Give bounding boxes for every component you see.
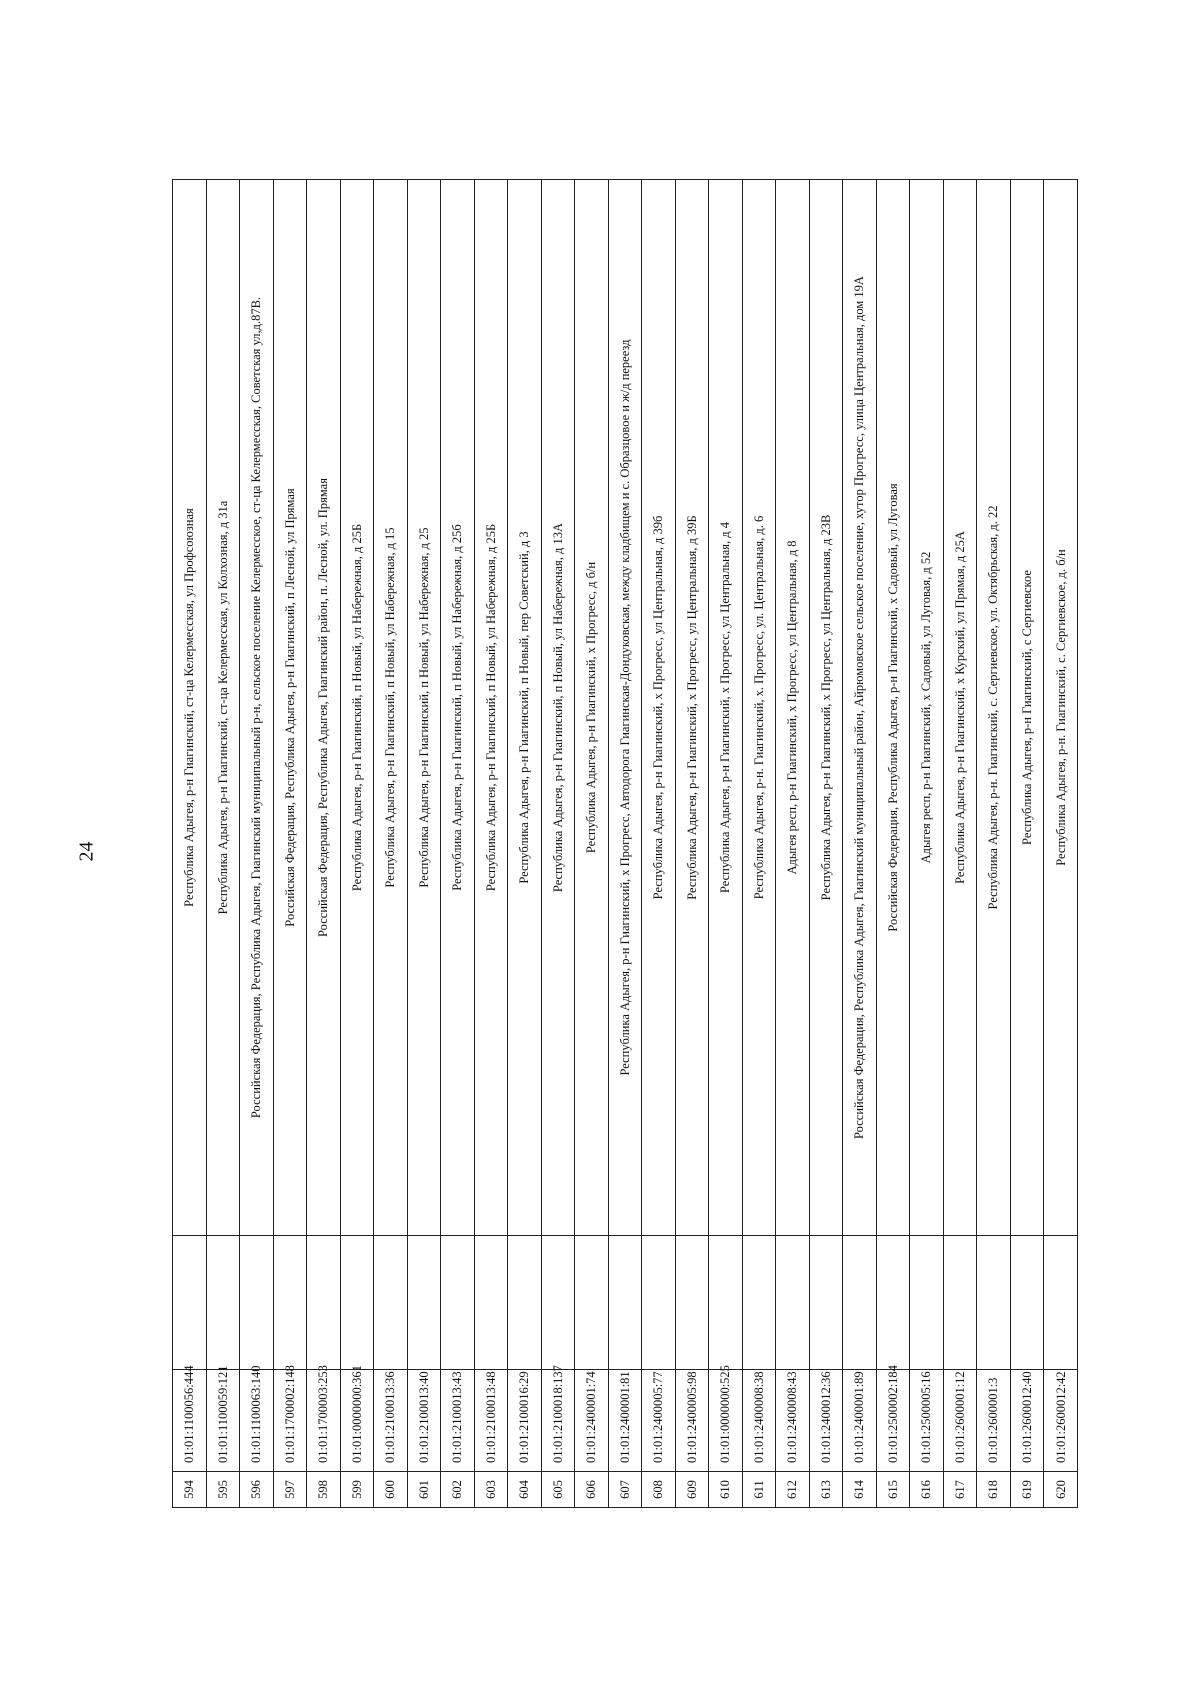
empty-cell [943,1236,977,1370]
table-row [508,180,542,1508]
row-number: 600 [374,1472,408,1508]
table-row [1044,180,1078,1508]
address: Республика Адыгея, р-н Гиагинский, п Новый, ул Набережная, д 25 [407,180,441,1236]
address: Республика Адыгея, р-н Гиагинский, х Прогресс, ул Центральная, д 23В [809,180,843,1236]
table-row [407,180,441,1508]
address: Российская Федерация, Республика Адыгея, Гиагинский муниципальный район, Айрюмовское сельское поселение, хутор Прогресс, улица Центральная, дом 19А [843,180,877,1236]
table-row [943,180,977,1508]
address: Республика Адыгея, р-н Гиагинский, с Сергиевское [1010,180,1044,1236]
cadastral-number: 01:01:2400008:43 [776,1370,810,1472]
table-row [742,180,776,1508]
row-number: 607 [608,1472,642,1508]
address: Республика Адыгея, р-н Гиагинский, х Курский, ул Прямая, д 25А [943,180,977,1236]
empty-cell [575,1236,609,1370]
table-row [910,180,944,1508]
table-row [642,180,676,1508]
table-row [307,180,341,1508]
table-row [173,180,207,1508]
cadastral-number: 01:01:1700002:148 [273,1370,307,1472]
address: Республика Адыгея, р-н Гиагинский, х Прогресс, Автодорога Гиагинская-Дондуковская, между кладбищем и с. Образцовое и ж/д переезд [608,180,642,1236]
table-row [809,180,843,1508]
table-row [876,180,910,1508]
address: Республика Адыгея, р-н Гиагинский, ст-ца Келермесская, ул Колхозная, д 31а [206,180,240,1236]
table-row [340,180,374,1508]
table-row [675,180,709,1508]
row-number: 611 [742,1472,776,1508]
empty-cell [474,1236,508,1370]
cadastral-number: 01:01:1100059:121 [206,1370,240,1472]
row-number: 595 [206,1472,240,1508]
land-plots-table [172,179,1078,1508]
row-number: 608 [642,1472,676,1508]
table-row [1010,180,1044,1508]
row-number: 612 [776,1472,810,1508]
row-number: 599 [340,1472,374,1508]
cadastral-number: 01:01:2400001:74 [575,1370,609,1472]
cadastral-number: 01:01:2100013:48 [474,1370,508,1472]
cadastral-number: 01:01:2400012:36 [809,1370,843,1472]
row-number: 615 [876,1472,910,1508]
empty-cell [709,1236,743,1370]
row-number: 597 [273,1472,307,1508]
cadastral-number: 01:01:0000000:361 [340,1370,374,1472]
row-number: 614 [843,1472,877,1508]
empty-cell [173,1236,207,1370]
address: Республика Адыгея, р-н Гиагинский, х Прогресс, ул Центральная, д 39б [642,180,676,1236]
cadastral-number: 01:01:1100056:444 [173,1370,207,1472]
address: Республика Адыгея, р-н Гиагинский, х Прогресс, д б/н [575,180,609,1236]
row-number: 609 [675,1472,709,1508]
cadastral-number: 01:01:2600012:42 [1044,1370,1078,1472]
cadastral-number: 01:01:2100013:40 [407,1370,441,1472]
cadastral-number: 01:01:2100013:43 [441,1370,475,1472]
address: Республика Адыгея, р-н Гиагинский, п Новый, ул Набережная, д 25Б [340,180,374,1236]
address: Республика Адыгея, р-н. Гиагинский, х. Прогресс, ул. Центральная, д. 6 [742,180,776,1236]
table-body [173,180,1078,1508]
empty-cell [675,1236,709,1370]
address: Республика Адыгея, р-н Гиагинский, п Новый, ул Набережная, д 13А [541,180,575,1236]
empty-cell [1044,1236,1078,1370]
address: Республика Адыгея, р-н. Гиагинский, с. Сергиевское, ул. Октябрьская, д. 22 [977,180,1011,1236]
empty-cell [1010,1236,1044,1370]
table-row [374,180,408,1508]
address: Адыгея респ, р-н Гиагинский, х Садовый, ул Луговая, д 52 [910,180,944,1236]
table-row [206,180,240,1508]
cadastral-number: 01:01:2500005:16 [910,1370,944,1472]
empty-cell [240,1236,274,1370]
table-row [709,180,743,1508]
address: Российская Федерация, Республика Адыгея, Гиагинский район, п. Лесной, ул. Прямая [307,180,341,1236]
address: Республика Адыгея, р-н Гиагинский, п Новый, ул Набережная, д 15 [374,180,408,1236]
row-number: 596 [240,1472,274,1508]
row-number: 619 [1010,1472,1044,1508]
address: Республика Адыгея, р-н. Гиагинский, с. Сергиевское, д. б/н [1044,180,1078,1236]
table-row [776,180,810,1508]
address: Российская Федерация, Республика Адыгея, Гиагинский муниципальный р-н, сельское поселение Келермесское, ст-ца Келермесская, Советская ул,д.87В. [240,180,274,1236]
empty-cell [776,1236,810,1370]
row-number: 602 [441,1472,475,1508]
empty-cell [508,1236,542,1370]
cadastral-number: 01:01:0000000:525 [709,1370,743,1472]
empty-cell [407,1236,441,1370]
empty-cell [273,1236,307,1370]
cadastral-number: 01:01:2100016:29 [508,1370,542,1472]
empty-cell [977,1236,1011,1370]
cadastral-number: 01:01:2400001:81 [608,1370,642,1472]
cadastral-number: 01:01:2400005:77 [642,1370,676,1472]
table-row [977,180,1011,1508]
address: Адыгея респ, р-н Гиагинский, х Прогресс, ул Центральная, д 8 [776,180,810,1236]
row-number: 605 [541,1472,575,1508]
row-number: 620 [1044,1472,1078,1508]
address: Республика Адыгея, р-н Гиагинский, п Новый, пер Советский, д 3 [508,180,542,1236]
cadastral-number: 01:01:1700003:253 [307,1370,341,1472]
address: Республика Адыгея, р-н Гиагинский, х Прогресс, ул Центральная, д 4 [709,180,743,1236]
row-number: 601 [407,1472,441,1508]
table-row [441,180,475,1508]
empty-cell [374,1236,408,1370]
row-number: 618 [977,1472,1011,1508]
row-number: 604 [508,1472,542,1508]
table-row [575,180,609,1508]
empty-cell [608,1236,642,1370]
cadastral-number: 01:01:2500002:184 [876,1370,910,1472]
table-row [240,180,274,1508]
empty-cell [206,1236,240,1370]
empty-cell [441,1236,475,1370]
empty-cell [876,1236,910,1370]
empty-cell [642,1236,676,1370]
table-row [474,180,508,1508]
cadastral-number: 01:01:2400008:38 [742,1370,776,1472]
table-row [608,180,642,1508]
cadastral-number: 01:01:2400005:98 [675,1370,709,1472]
table-wrapper [172,180,1078,1508]
row-number: 616 [910,1472,944,1508]
empty-cell [340,1236,374,1370]
address: Республика Адыгея, р-н Гиагинский, ст-ца Келермесская, ул Профсоюзная [173,180,207,1236]
empty-cell [742,1236,776,1370]
empty-cell [843,1236,877,1370]
row-number: 603 [474,1472,508,1508]
page-number: 24 [75,841,98,862]
cadastral-number: 01:01:2400001:89 [843,1370,877,1472]
empty-cell [910,1236,944,1370]
cadastral-number: 01:01:2600001:12 [943,1370,977,1472]
address: Республика Адыгея, р-н Гиагинский, п Новый, ул Набережная, д 25б [441,180,475,1236]
cadastral-number: 01:01:2600001:3 [977,1370,1011,1472]
rotated-table-container [172,180,1078,1508]
address: Российская Федерация, Республика Адыгея, р-н Гиагинский, х Садовый, ул Луговая [876,180,910,1236]
empty-cell [809,1236,843,1370]
row-number: 613 [809,1472,843,1508]
cadastral-number: 01:01:2600012:40 [1010,1370,1044,1472]
empty-cell [541,1236,575,1370]
cadastral-number: 01:01:2100013:36 [374,1370,408,1472]
row-number: 610 [709,1472,743,1508]
cadastral-number: 01:01:2100018:137 [541,1370,575,1472]
empty-cell [307,1236,341,1370]
row-number: 598 [307,1472,341,1508]
row-number: 617 [943,1472,977,1508]
address: Республика Адыгея, р-н Гиагинский, п Новый, ул Набережная, д 25Б [474,180,508,1236]
row-number: 606 [575,1472,609,1508]
table-row [541,180,575,1508]
cadastral-number: 01:01:1100063:140 [240,1370,274,1472]
address: Республика Адыгея, р-н Гиагинский, х Прогресс, ул Центральная, д 39Б [675,180,709,1236]
address: Российская Федерация, Республика Адыгея, р-н Гиагинский, п Лесной, ул Прямая [273,180,307,1236]
row-number: 594 [173,1472,207,1508]
table-row [273,180,307,1508]
table-row [843,180,877,1508]
